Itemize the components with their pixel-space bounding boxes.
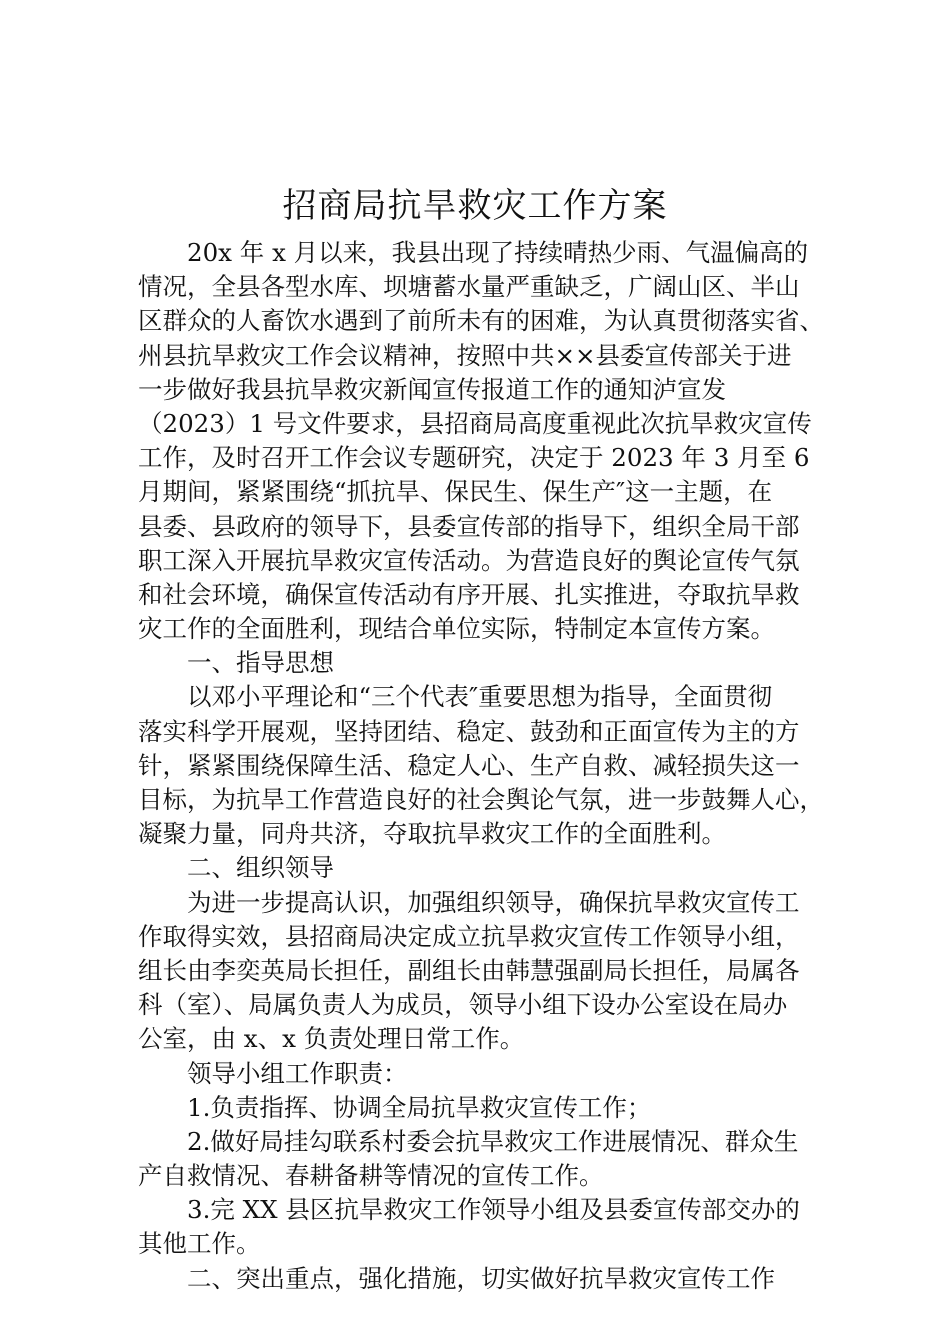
body-line: 作取得实效，县招商局决定成立抗旱救灾宣传工作领导小组， <box>138 921 800 951</box>
body-line: 州县抗旱救灾工作会议精神，按照中共××县委宣传部关于进 <box>138 340 792 370</box>
body-line: 以邓小平理论和“三个代表″重要思想为指导，全面贯彻 <box>187 682 773 712</box>
body-line: 落实科学开展观，坚持团结、稳定、鼓劲和正面宣传为主的方 <box>138 716 800 746</box>
body-line: 领导小组工作职责： <box>187 1058 408 1088</box>
body-line: 工作，及时召开工作会议专题研究，决定于 2023 年 3 月至 6 <box>138 443 810 473</box>
body-line: 组长由李奕英局长担任，副组长由韩慧强副局长担任，局属各 <box>138 955 800 985</box>
body-line: 公室，由 x、x 负责处理日常工作。 <box>138 1024 525 1054</box>
body-line: 20x 年 x 月以来，我县出现了持续晴热少雨、气温偏高的 <box>187 238 809 267</box>
body-line: 灾工作的全面胜利，现结合单位实际，特制定本宣传方案。 <box>138 614 775 644</box>
body-line: 为进一步提高认识，加强组织领导，确保抗旱救灾宣传工 <box>187 887 800 917</box>
body-line: 县委、县政府的领导下，县委宣传部的指导下，组织全局干部 <box>138 511 800 541</box>
body-line: 目标，为抗旱工作营造良好的社会舆论气氛，进一步鼓舞人心， <box>138 785 824 814</box>
body-line: 1.负责指挥、协调全局抗旱救灾宣传工作； <box>187 1092 652 1122</box>
body-line: 月期间，紧紧围绕“抓抗旱、保民生、保生产″这一主题，在 <box>138 477 773 507</box>
body-line: （2023）1 号文件要求，县招商局高度重视此次抗旱救灾宣传 <box>138 408 812 438</box>
body-line: 二、组织领导 <box>187 853 334 883</box>
body-line: 2.做好局挂勾联系村委会抗旱救灾工作进展情况、群众生 <box>187 1126 799 1156</box>
body-line: 区群众的人畜饮水遇到了前所未有的困难，为认真贯彻落实省、 <box>138 306 824 336</box>
body-line: 二、突出重点，强化措施，切实做好抗旱救灾宣传工作 <box>187 1263 775 1293</box>
document-body <box>138 236 838 1296</box>
body-line: 科（室）、局属负责人为成员，领导小组下设办公室设在局办 <box>138 990 788 1020</box>
body-line: 一、指导思想 <box>187 648 334 678</box>
document-title: 招商局抗旱救灾工作方案 <box>282 186 668 226</box>
body-line: 3.完 XX 县区抗旱救灾工作领导小组及县委宣传部交办的 <box>187 1195 800 1225</box>
body-line: 凝聚力量，同舟共济，夺取抗旱救灾工作的全面胜利。 <box>138 819 726 849</box>
body-line: 职工深入开展抗旱救灾宣传活动。为营造良好的舆论宣传气氛 <box>138 545 800 575</box>
body-line: 针，紧紧围绕保障生活、稳定人心、生产自救、减轻损失这一 <box>138 750 800 780</box>
body-line: 和社会环境，确保宣传活动有序开展、扎实推进，夺取抗旱救 <box>138 579 800 609</box>
body-line: 产自救情况、春耕备耕等情况的宣传工作。 <box>138 1161 604 1191</box>
body-line: 情况，全县各型水库、坝塘蓄水量严重缺乏，广阔山区、半山 <box>138 272 800 302</box>
body-line: 其他工作。 <box>138 1229 261 1259</box>
body-line: 一步做好我县抗旱救灾新闻宣传报道工作的通知泸宣发 <box>138 374 726 404</box>
